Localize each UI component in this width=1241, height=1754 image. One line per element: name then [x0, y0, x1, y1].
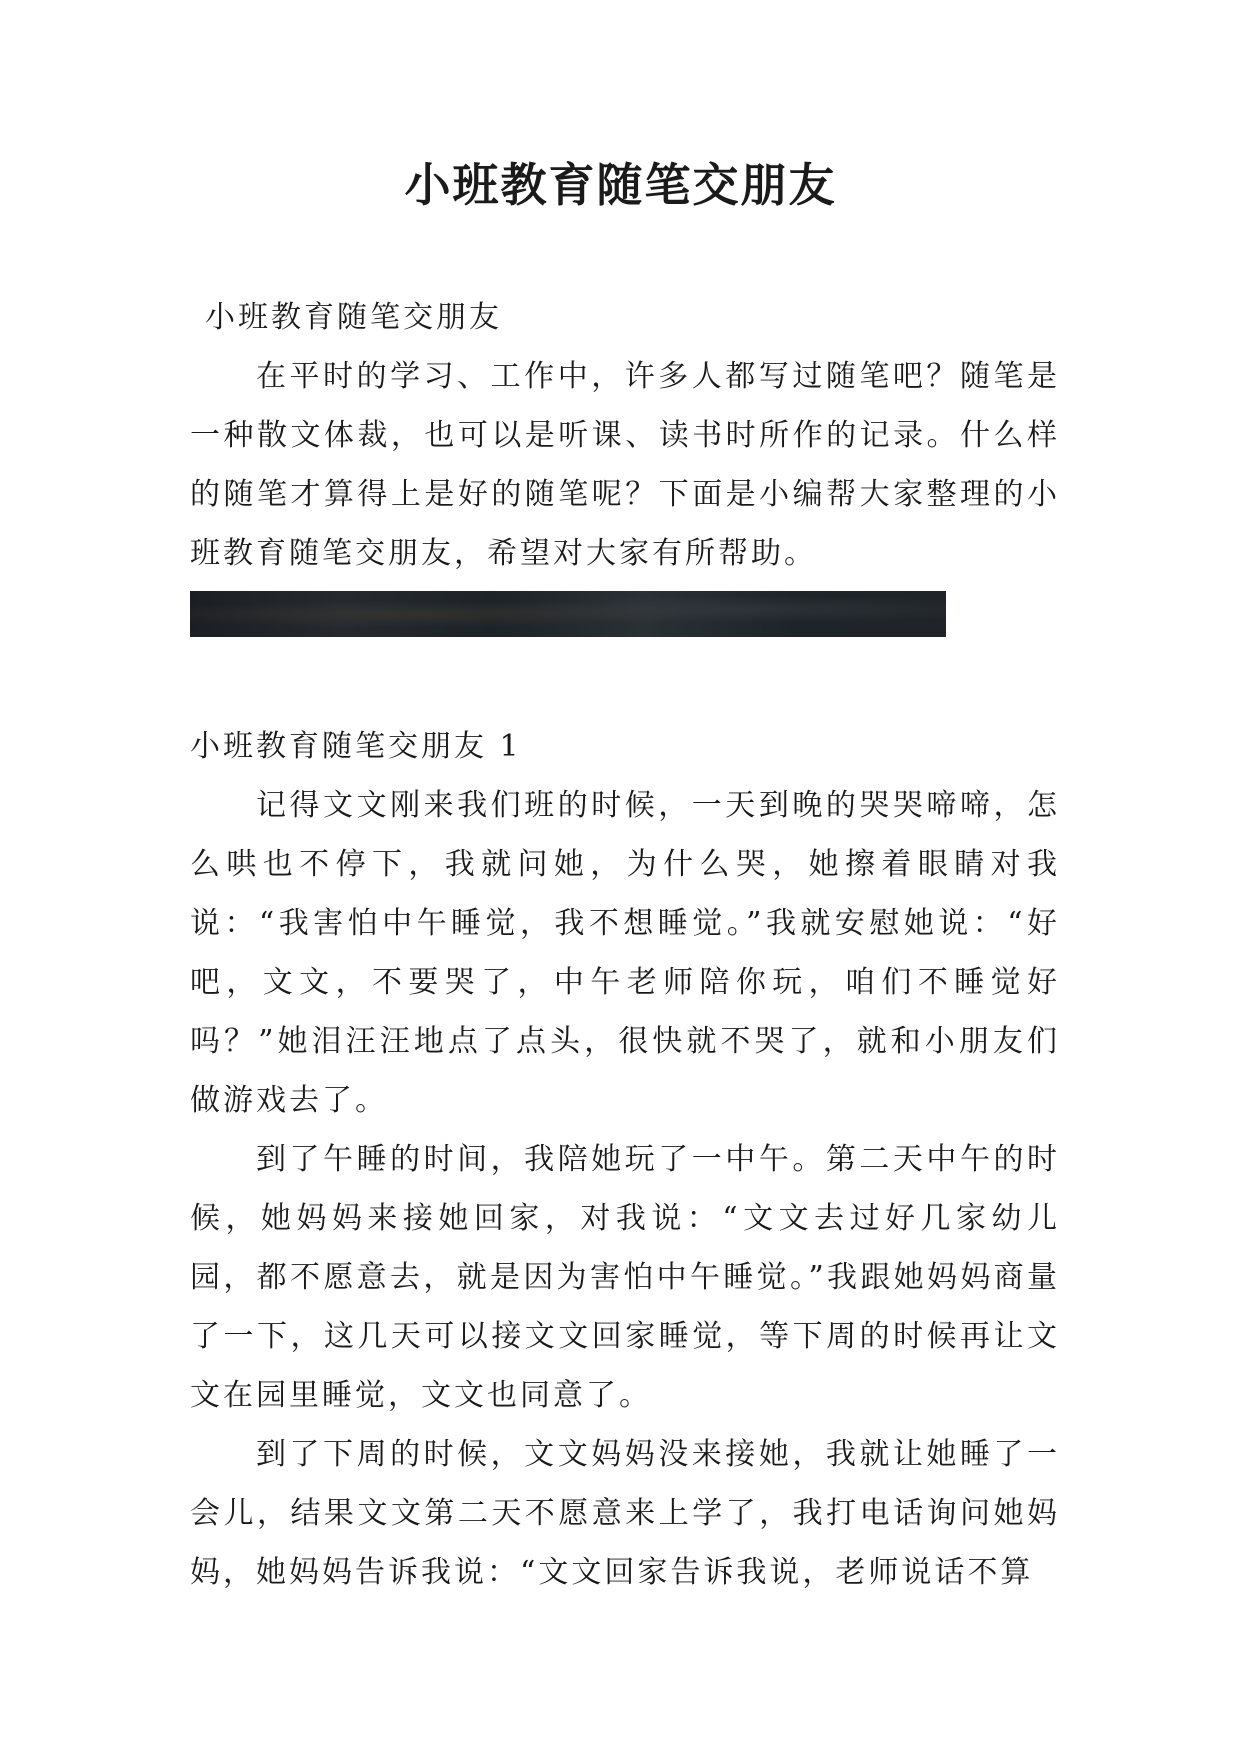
document-subtitle: 小班教育随笔交朋友 — [205, 300, 502, 335]
document-title: 小班教育随笔交朋友 — [404, 158, 837, 212]
section-heading: 小班教育随笔交朋友 1 — [190, 729, 522, 764]
body-paragraph: 到了下周的时候，文文妈妈没来接她，我就让她睡了一会儿，结果文文第二天不愿意来上学了，我打电话询问她妈妈，她妈妈告诉我说：“文文回家告诉我说，老师说话不算 — [190, 1437, 1060, 1590]
intro-paragraph: 在平时的学习、工作中，许多人都写过随笔吧？随笔是一种散文体裁，也可以是听课、读书时所作的记录。什么样的随笔才算得上是好的随笔呢？下面是小编帮大家整理的小班教育随笔交朋友，希望对大家有所帮助。 — [190, 359, 1060, 571]
dark-banner-image — [190, 591, 946, 637]
body-paragraph: 到了午睡的时间，我陪她玩了一中午。第二天中午的时候，她妈妈来接她回家，对我说：“文文去过好几家幼儿园，都不愿意去，就是因为害怕中午睡觉。”我跟她妈妈商量了一下，这几天可以接文文回家睡觉，等下周的时候再让文文在园里睡觉，文文也同意了。 — [190, 1142, 1060, 1413]
document-body — [190, 288, 1060, 1602]
body-paragraph: 记得文文刚来我们班的时候，一天到晚的哭哭啼啼，怎么哄也不停下，我就问她，为什么哭，她擦着眼睛对我说：“我害怕中午睡觉，我不想睡觉。”我就安慰她说：“好吧，文文，不要哭了，中午老师陪你玩，咱们不睡觉好吗？”她泪汪汪地点了点头，很快就不哭了，就和小朋友们做游戏去了。 — [190, 788, 1060, 1118]
